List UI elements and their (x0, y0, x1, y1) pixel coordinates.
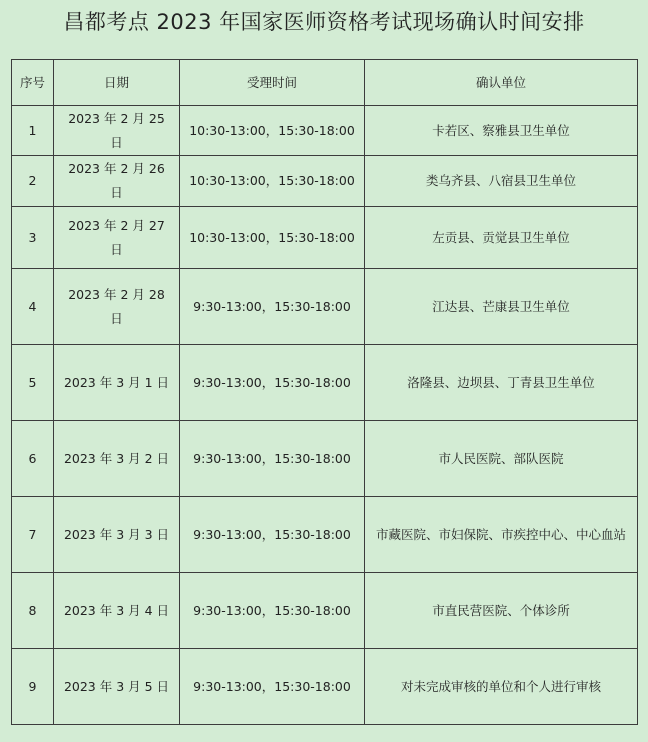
cell-date: 2023 年 3 月 2 日 (54, 421, 180, 497)
header-no: 序号 (12, 60, 54, 106)
cell-unit: 市直民营医院、个体诊所 (365, 573, 638, 649)
cell-time: 10:30-13:00，15:30-18:00 (180, 207, 365, 269)
header-time: 受理时间 (180, 60, 365, 106)
cell-date: 2023 年 3 月 1 日 (54, 345, 180, 421)
table-row (12, 207, 638, 269)
schedule-table (11, 59, 638, 725)
cell-no: 3 (12, 207, 54, 269)
cell-time: 9:30-13:00，15:30-18:00 (180, 649, 365, 725)
header-date: 日期 (54, 60, 180, 106)
cell-unit: 江达县、芒康县卫生单位 (365, 269, 638, 345)
cell-no: 5 (12, 345, 54, 421)
cell-date: 2023 年 2 月 28 日 (54, 269, 180, 345)
cell-date: 2023 年 2 月 27 日 (54, 207, 180, 269)
cell-unit: 洛隆县、边坝县、丁青县卫生单位 (365, 345, 638, 421)
cell-no: 8 (12, 573, 54, 649)
cell-unit: 对未完成审核的单位和个人进行审核 (365, 649, 638, 725)
cell-date: 2023 年 2 月 26 日 (54, 156, 180, 207)
cell-time: 10:30-13:00，15:30-18:00 (180, 106, 365, 156)
cell-unit: 市藏医院、市妇保院、市疾控中心、中心血站 (365, 497, 638, 573)
cell-no: 7 (12, 497, 54, 573)
table-row (12, 269, 638, 345)
cell-no: 4 (12, 269, 54, 345)
cell-unit: 卡若区、察雅县卫生单位 (365, 106, 638, 156)
cell-no: 6 (12, 421, 54, 497)
cell-time: 9:30-13:00，15:30-18:00 (180, 573, 365, 649)
table-header-row (12, 60, 638, 106)
cell-time: 9:30-13:00，15:30-18:00 (180, 269, 365, 345)
table-row (12, 573, 638, 649)
cell-time: 9:30-13:00，15:30-18:00 (180, 345, 365, 421)
header-unit: 确认单位 (365, 60, 638, 106)
cell-time: 10:30-13:00，15:30-18:00 (180, 156, 365, 207)
cell-no: 9 (12, 649, 54, 725)
cell-no: 2 (12, 156, 54, 207)
cell-date: 2023 年 3 月 4 日 (54, 573, 180, 649)
cell-time: 9:30-13:00，15:30-18:00 (180, 421, 365, 497)
page-title: 昌都考点 2023 年国家医师资格考试现场确认时间安排 (63, 10, 585, 34)
cell-date: 2023 年 3 月 5 日 (54, 649, 180, 725)
table-row (12, 497, 638, 573)
table-row (12, 345, 638, 421)
cell-unit: 市人民医院、部队医院 (365, 421, 638, 497)
cell-date: 2023 年 2 月 25 日 (54, 106, 180, 156)
cell-unit: 类乌齐县、八宿县卫生单位 (365, 156, 638, 207)
table-row (12, 649, 638, 725)
table-row (12, 106, 638, 156)
table-row (12, 156, 638, 207)
table-row (12, 421, 638, 497)
cell-time: 9:30-13:00，15:30-18:00 (180, 497, 365, 573)
cell-no: 1 (12, 106, 54, 156)
cell-unit: 左贡县、贡觉县卫生单位 (365, 207, 638, 269)
cell-date: 2023 年 3 月 3 日 (54, 497, 180, 573)
